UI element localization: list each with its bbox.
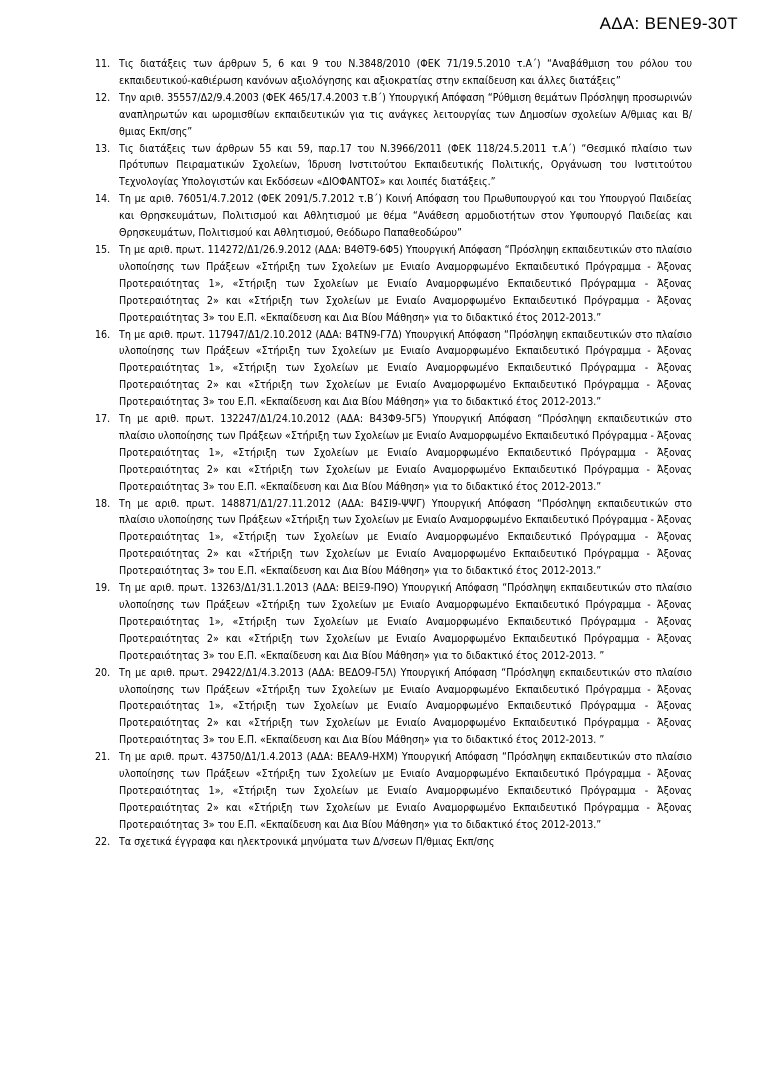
item-number: 15. bbox=[95, 243, 111, 256]
item-number: 12. bbox=[95, 91, 111, 104]
ada-code: ΑΔΑ: ΒΕΝΕ9-30Τ bbox=[599, 14, 738, 33]
item-text: Τη με αριθ. πρωτ. 148871/Δ1/27.11.2012 (ΑΔΑ: Β4ΣΙ9-ΨΨΓ) Υπουργική Απόφαση “Πρόσληψη εκπαιδευτικών στο πλαίσιο υλοποίησης των Πράξεων «Στήριξη των Σχολείων με Ενιαίο Αναμορφωμένο Εκπαιδευτικό Πρόγραμμα - Άξονας Προτεραιότητας 1», «Στήριξη των Σχολείων με Ενιαίο Αναμορφωμένο Εκπαιδευτικό Πρόγραμμα - Άξονας Προτεραιότητας 2» και «Στήριξη των Σχολείων με Ενιαίο Αναμορφωμένο Εκπαιδευτικό Πρόγραμμα - Άξονας Προτεραιότητας 3» του Ε.Π. «Εκπαίδευση και Δια Βίου Μάθηση» για το διδακτικό έτος 2012-2013.” bbox=[119, 497, 692, 578]
item-text: Την αριθ. 35557/Δ2/9.4.2003 (ΦΕΚ 465/17.4.2003 τ.Β΄) Υπουργική Απόφαση “Ρύθμιση θεμάτων Πρόσληψη προσωρινών αναπληρωτών και ωρομισθίων εκπαιδευτικών για τις ανάγκες λειτουργίας των Δημοσίων σχολείων Α/θμιας και Β/θμιας Εκπ/σης” bbox=[119, 91, 692, 138]
list-item bbox=[95, 749, 692, 834]
item-number: 19. bbox=[95, 582, 111, 595]
list-item bbox=[95, 327, 692, 412]
item-number: 17. bbox=[95, 413, 111, 426]
legal-references-list bbox=[95, 56, 692, 851]
item-number: 13. bbox=[95, 142, 111, 155]
list-item bbox=[95, 242, 692, 327]
item-text: Τη με αριθ. πρωτ. 43750/Δ1/1.4.2013 (ΑΔΑ: ΒΕΑΛ9-ΗΧΜ) Υπουργική Απόφαση “Πρόσληψη εκπαιδευτικών στο πλαίσιο υλοποίησης των Πράξεων «Στήριξη των Σχολείων με Ενιαίο Αναμορφωμένο Εκπαιδευτικό Πρόγραμμα - Άξονας Προτεραιότητας 1», «Στήριξη των Σχολείων με Ενιαίο Αναμορφωμένο Εκπαιδευτικό Πρόγραμμα - Άξονας Προτεραιότητας 2» και «Στήριξη των Σχολείων με Ενιαίο Αναμορφωμένο Εκπαιδευτικό Πρόγραμμα - Άξονας Προτεραιότητας 3» του Ε.Π. «Εκπαίδευση και Δια Βίου Μάθηση» για το διδακτικό έτος 2012-2013.” bbox=[119, 751, 692, 831]
list-item bbox=[95, 496, 692, 581]
item-text: Τη με αριθ. πρωτ. 13263/Δ1/31.1.2013 (ΑΔΑ: ΒΕΙΞ9-Π9Ο) Υπουργική Απόφαση “Πρόσληψη εκπαιδευτικών στο πλαίσιο υλοποίησης των Πράξεων «Στήριξη των Σχολείων με Ενιαίο Αναμορφωμένο Εκπαιδευτικό Πρόγραμμα - Άξονας Προτεραιότητας 1», «Στήριξη των Σχολείων με Ενιαίο Αναμορφωμένο Εκπαιδευτικό Πρόγραμμα - Άξονας Προτεραιότητας 2» και «Στήριξη των Σχολείων με Ενιαίο Αναμορφωμένο Εκπαιδευτικό Πρόγραμμα - Άξονας Προτεραιότητας 3» του Ε.Π. «Εκπαίδευση και Δια Βίου Μάθηση» για το διδακτικό έτος 2012-2013. ” bbox=[119, 582, 692, 662]
item-number: 14. bbox=[95, 193, 111, 206]
item-number: 11. bbox=[95, 58, 111, 70]
item-text: Τη με αριθ. πρωτ. 132247/Δ1/24.10.2012 (ΑΔΑ: Β43Φ9-5Γ5) Υπουργική Απόφαση “Πρόσληψη εκπαιδευτικών στο πλαίσιο υλοποίησης των Πράξεων «Στήριξη των Σχολείων με Ενιαίο Αναμορφωμένο Εκπαιδευτικό Πρόγραμμα - Άξονας Προτεραιότητας 1», «Στήριξη των Σχολείων με Ενιαίο Αναμορφωμένο Εκπαιδευτικό Πρόγραμμα - Άξονας Προτεραιότητας 2» και «Στήριξη των Σχολείων με Ενιαίο Αναμορφωμένο Εκπαιδευτικό Πρόγραμμα - Άξονας Προτεραιότητας 3» του Ε.Π. «Εκπαίδευση και Δια Βίου Μάθηση» για το διδακτικό έτος 2012-2013.” bbox=[119, 413, 692, 493]
item-number: 22. bbox=[95, 835, 111, 848]
list-item bbox=[95, 191, 692, 242]
item-number: 21. bbox=[95, 751, 111, 764]
item-text: Τις διατάξεις των άρθρων 55 και 59, παρ.17 του Ν.3966/2011 (ΦΕΚ 118/24.5.2011 τ.Α΄) “Θεσμικό πλαίσιο των Πρότυπων Πειραματικών Σχολείων, Ίδρυση Ινστιτούτου Εκπαιδευτικής Πολιτικής, Οργάνωση του Ινστιτούτου Τεχνολογίας Υπολογιστών και Εκδόσεων «ΔΙΟΦΑΝΤΟΣ» και λοιπές διατάξεις.” bbox=[119, 142, 692, 189]
list-item bbox=[95, 56, 692, 90]
item-text: Τη με αριθ. 76051/4.7.2012 (ΦΕΚ 2091/5.7.2012 τ.Β΄) Κοινή Απόφαση του Πρωθυπουργού και του Υπουργού Παιδείας και Θρησκευμάτων, Πολιτισμού και Αθλητισμού με θέμα “Ανάθεση αρμοδιοτήτων στον Υφυπουργό Παιδείας και Θρησκευμάτων, Πολιτισμού και Αθλητισμού, Θεόδωρο Παπαθεοδώρου” bbox=[119, 193, 692, 240]
list-item bbox=[95, 834, 692, 851]
item-text: Τη με αριθ. πρωτ. 114272/Δ1/26.9.2012 (ΑΔΑ: Β4ΘΤ9-6Φ5) Υπουργική Απόφαση “Πρόσληψη εκπαιδευτικών στο πλαίσιο υλοποίησης των Πράξεων «Στήριξη των Σχολείων με Ενιαίο Αναμορφωμένο Εκπαιδευτικό Πρόγραμμα - Άξονας Προτεραιότητας 1», «Στήριξη των Σχολείων με Ενιαίο Αναμορφωμένο Εκπαιδευτικό Πρόγραμμα - Άξονας Προτεραιότητας 2» και «Στήριξη των Σχολείων με Ενιαίο Αναμορφωμένο Εκπαιδευτικό Πρόγραμμα - Άξονας Προτεραιότητας 3» του Ε.Π. «Εκπαίδευση και Δια Βίου Μάθηση» για το διδακτικό έτος 2012-2013.” bbox=[119, 243, 692, 324]
list-item bbox=[95, 580, 692, 665]
item-number: 18. bbox=[95, 497, 111, 510]
list-item bbox=[95, 141, 692, 192]
item-number: 20. bbox=[95, 666, 111, 679]
list-item bbox=[95, 411, 692, 496]
item-text: Τη με αριθ. πρωτ. 29422/Δ1/4.3.2013 (ΑΔΑ: ΒΕΔΟ9-Γ5Λ) Υπουργική Απόφαση “Πρόσληψη εκπαιδευτικών στο πλαίσιο υλοποίησης των Πράξεων «Στήριξη των Σχολείων με Ενιαίο Αναμορφωμένο Εκπαιδευτικό Πρόγραμμα - Άξονας Προτεραιότητας 1», «Στήριξη των Σχολείων με Ενιαίο Αναμορφωμένο Εκπαιδευτικό Πρόγραμμα - Άξονας Προτεραιότητας 2» και «Στήριξη των Σχολείων με Ενιαίο Αναμορφωμένο Εκπαιδευτικό Πρόγραμμα - Άξονας Προτεραιότητας 3» του Ε.Π. «Εκπαίδευση και Δια Βίου Μάθηση» για το διδακτικό έτος 2012-2013. ” bbox=[119, 666, 692, 747]
list-item bbox=[95, 90, 692, 141]
item-text: Τη με αριθ. πρωτ. 117947/Δ1/2.10.2012 (ΑΔΑ: Β4ΤΝ9-Γ7Δ) Υπουργική Απόφαση “Πρόσληψη εκπαιδευτικών στο πλαίσιο υλοποίησης των Πράξεων «Στήριξη των Σχολείων με Ενιαίο Αναμορφωμένο Εκπαιδευτικό Πρόγραμμα - Άξονας Προτεραιότητας 1», «Στήριξη των Σχολείων με Ενιαίο Αναμορφωμένο Εκπαιδευτικό Πρόγραμμα - Άξονας Προτεραιότητας 2» και «Στήριξη των Σχολείων με Ενιαίο Αναμορφωμένο Εκπαιδευτικό Πρόγραμμα - Άξονας Προτεραιότητας 3» του Ε.Π. «Εκπαίδευση και Δια Βίου Μάθηση» για το διδακτικό έτος 2012-2013.” bbox=[119, 328, 692, 409]
item-text: Τα σχετικά έγγραφα και ηλεκτρονικά μηνύματα των Δ/νσεων Π/θμιας Εκπ/σης bbox=[119, 835, 495, 848]
item-text: Τις διατάξεις των άρθρων 5, 6 και 9 του Ν.3848/2010 (ΦΕΚ 71/19.5.2010 τ.Α΄) “Αναβάθμιση του ρόλου του εκπαιδευτικού-καθιέρωση κανόνων αξιολόγησης και αξιοκρατίας στην εκπαίδευση και άλλες διατάξεις” bbox=[119, 58, 692, 87]
item-number: 16. bbox=[95, 328, 111, 341]
list-item bbox=[95, 665, 692, 750]
